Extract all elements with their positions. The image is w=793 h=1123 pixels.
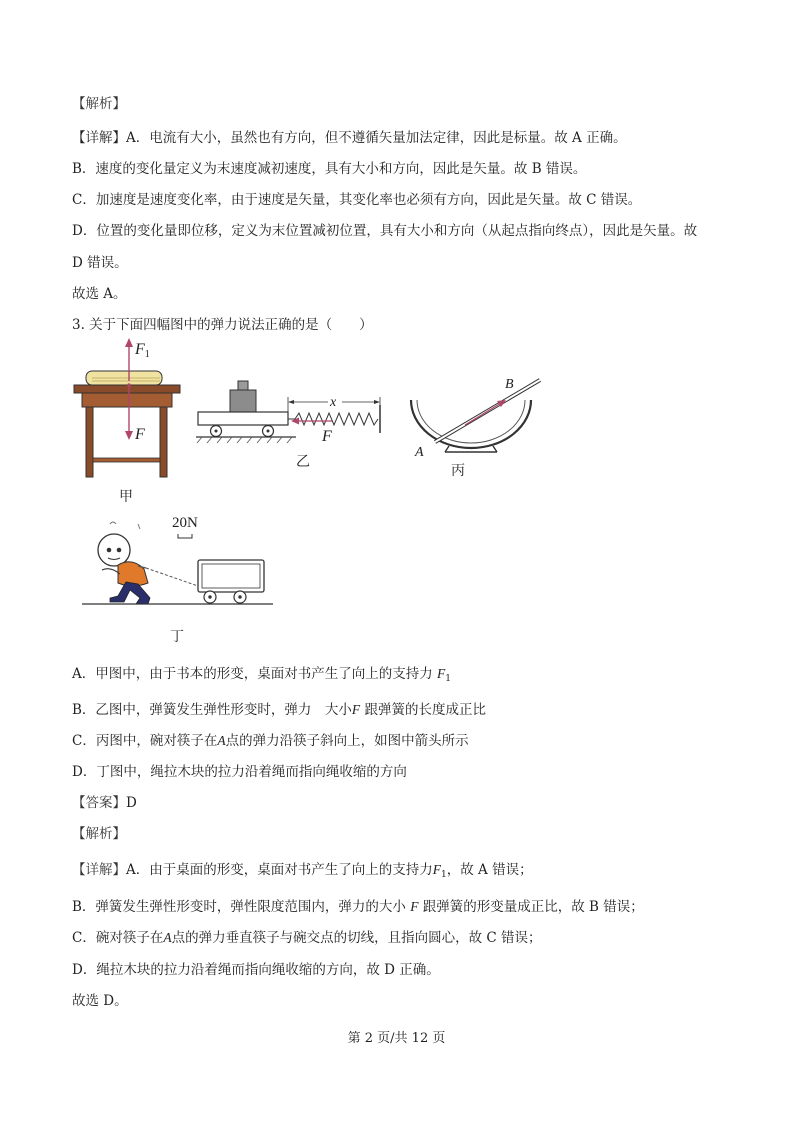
- person-body: [118, 562, 148, 586]
- person-head: [98, 534, 130, 566]
- bowl: [411, 400, 531, 448]
- yi-label: 乙: [296, 454, 310, 470]
- analysis-label-q2: 【解析】: [72, 96, 126, 112]
- option-b-text1: B．乙图中，弹簧发生弹性形变时，弹力 大小: [72, 702, 352, 718]
- exp-c-symbol: A: [163, 930, 172, 945]
- option-a: [72, 666, 451, 687]
- q2-conclusion: 故选 A。: [72, 286, 127, 302]
- weight-block: [230, 390, 256, 412]
- jia-label: 甲: [119, 489, 133, 505]
- explanation-b: [72, 899, 644, 915]
- q2-line4: D．位置的变化量即位移，定义为末位置减初位置，具有大小和方向（从起点指向终点），因此是矢量。故: [72, 223, 698, 239]
- f-label-yi: F: [322, 428, 332, 445]
- figure-yi: [192, 375, 392, 450]
- exp-c-text1: C．碗对筷子在: [72, 930, 164, 946]
- q3-question: 3. 关于下面四幅图中的弹力说法正确的是（ ）: [72, 317, 373, 333]
- cart-ding: [198, 560, 264, 592]
- exp-b-text1: B．弹簧发生弹性形变时，弹性限度范围内，弹力的大小: [72, 899, 406, 915]
- exp-a-sub: 1: [441, 870, 447, 880]
- f1-label: F1: [135, 341, 150, 360]
- option-c-text1: C．丙图中，碗对筷子在: [72, 733, 218, 749]
- x-label: x: [330, 395, 337, 410]
- option-c-symbol: A: [217, 733, 226, 748]
- answer-value: D: [126, 795, 137, 811]
- scale-label: 20N: [172, 515, 198, 531]
- q2-detail-line-a: [72, 130, 627, 146]
- table-top: [74, 385, 180, 393]
- q2-line1: A．电流有大小，虽然也有方向，但不遵循矢量加法定律，因此是标量。故 A 正确。: [126, 130, 627, 146]
- exp-b-symbol: F: [410, 899, 419, 914]
- option-a-symbol: F: [437, 666, 446, 681]
- b-label: B: [505, 377, 514, 392]
- figure-ding: [78, 510, 278, 610]
- table-leg-left: [86, 407, 93, 477]
- option-a-text: A．甲图中，由于书本的形变，桌面对书产生了向上的支持力: [72, 666, 433, 682]
- q2-line5: D 错误。: [72, 255, 128, 271]
- exp-a-text1: A．由于桌面的形变，桌面对书产生了向上的支持力: [126, 862, 433, 878]
- bing-label: 丙: [451, 463, 465, 479]
- q2-line3: C．加速度是速度变化率，由于速度是矢量，其变化率也必须有方向，因此是矢量。故 C 错误。: [72, 192, 642, 208]
- cart-body: [198, 412, 288, 425]
- rope: [146, 568, 198, 586]
- f1-arrowhead-icon: [125, 338, 133, 347]
- option-b-text2: 跟弹簧的长度成正比: [364, 702, 486, 718]
- table-leg-right: [160, 407, 167, 477]
- figure-jia: [72, 336, 192, 478]
- q3-conclusion: 故选 D。: [72, 993, 128, 1009]
- page-footer: 第 2 页/共 12 页: [347, 1031, 446, 1046]
- exp-a-text2: ，故 A 错误；: [446, 862, 533, 878]
- analysis-label-q3: 【解析】: [72, 826, 126, 842]
- person-legs: [110, 582, 150, 604]
- answer-label: 【答案】: [72, 795, 126, 811]
- option-d: D．丁图中，绳拉木块的拉力沿着绳而指向绳收缩的方向: [72, 764, 407, 780]
- explanation-a: [72, 862, 533, 883]
- ding-label: 丁: [170, 629, 184, 645]
- option-b-symbol: F: [351, 702, 361, 717]
- answer-line: [72, 795, 137, 811]
- a-label: A: [415, 445, 424, 460]
- explanation-c: [72, 930, 542, 946]
- explanation-d: D．绳拉木块的拉力沿着绳而指向绳收缩的方向，故 D 正确。: [72, 962, 440, 978]
- figure-bing: [405, 370, 547, 465]
- f-arrowhead-icon: [125, 431, 133, 440]
- exp-c-text2: 点的弹力垂直筷子与碗交点的切线，且指向圆心，故 C 错误；: [171, 930, 542, 946]
- option-c-text2: 点的弹力沿筷子斜向上，如图中箭头所示: [225, 733, 469, 749]
- detail-label-q2: 【详解】: [72, 130, 126, 146]
- detail-label-q3: 【详解】: [72, 862, 126, 878]
- option-c: [72, 733, 469, 749]
- option-a-sub: 1: [445, 674, 452, 684]
- q2-line2: B．速度的变化量定义为末速度减初速度，具有大小和方向，因此是矢量。故 B 错误。: [72, 161, 587, 177]
- f-label-jia: F: [135, 426, 145, 443]
- spring: [288, 413, 378, 425]
- option-b: [72, 702, 486, 718]
- exp-a-symbol: F: [432, 862, 441, 877]
- exp-b-text2: 跟弹簧的形变量成正比，故 B 错误；: [422, 899, 644, 915]
